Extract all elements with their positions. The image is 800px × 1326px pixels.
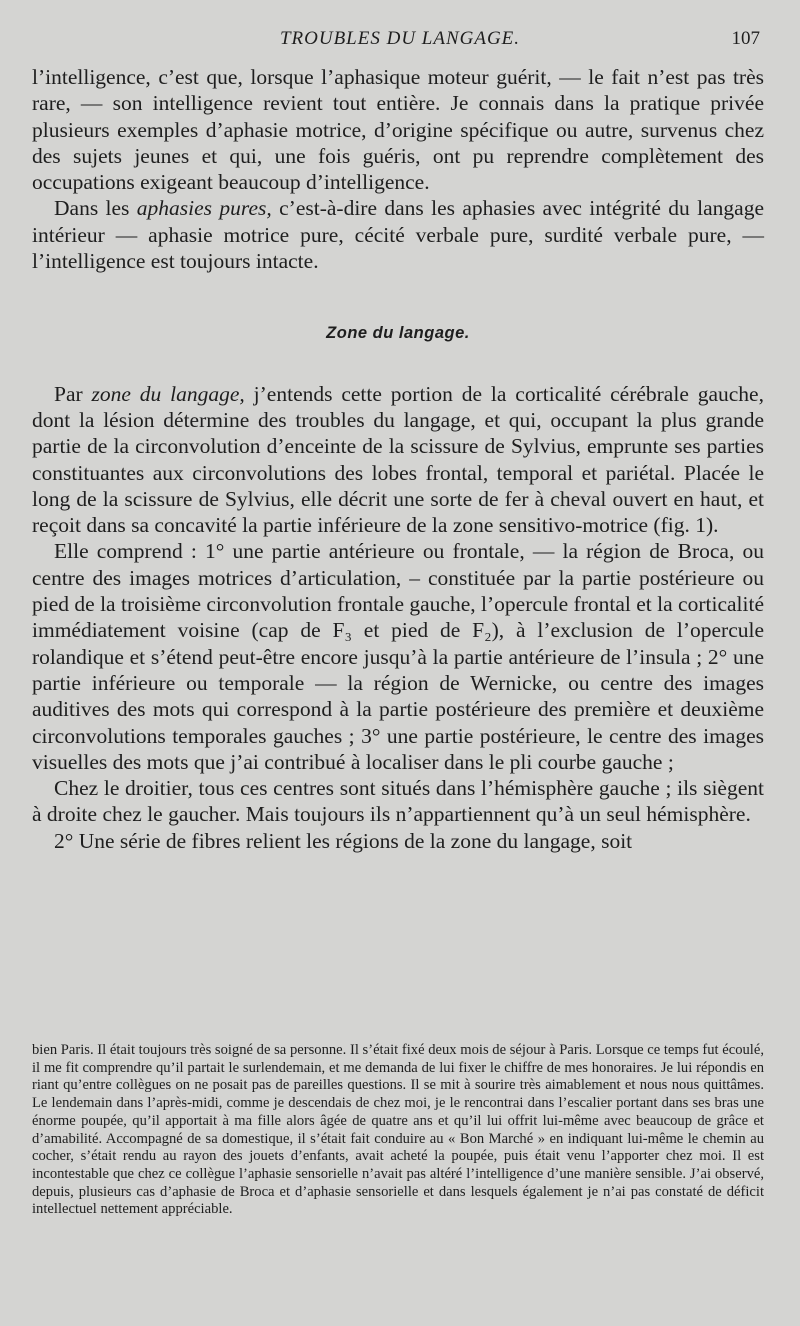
paragraph-3 bbox=[32, 381, 764, 539]
section-heading: Zone du langage. bbox=[326, 324, 470, 343]
paragraph-6: 2° Une série de fibres relient les régions de la zone du langage, soit bbox=[54, 828, 633, 853]
running-title: TROUBLES DU LANGAGE. bbox=[279, 28, 521, 49]
paragraph-4: Elle comprend : 1° une partie antérieure ou frontale, — la région de Broca, ou centre des images motrices d’articulation, – constituée par la partie postérieure ou pied de la troisième circonvolution frontale gauche, l’opercule frontal et la corticalité immédiatement voisine (cap de F₃ et pied de F₂), à l’exclusion de l’opercule rolandique et s’étend peut-être encore jusqu’à la partie antérieure de l’insula ; 2° une partie inférieure ou temporale — la région de Wernicke, ou centre des images auditives des mots qui correspond à la partie postérieure des première et deuxième circonvolutions temporales gauches ; 3° une partie postérieure, le centre des images visuelles des mots que j’ai contribué à localiser dans le pli courbe gauche ; bbox=[32, 539, 764, 774]
paragraph-2 bbox=[32, 195, 764, 274]
paragraph-3-emphasis: zone du langage, bbox=[91, 381, 245, 406]
paragraph-3-lead: Par bbox=[54, 381, 92, 406]
paragraph-1: l’intelligence, c’est que, lorsque l’aphasique moteur guérit, — le fait n’est pas très rare, — son intelligence revient tout entière. Je connais dans la pratique privée plusieurs exemples d’aphasie motrice, d’origine spécifique ou autre, survenus chez des sujets jeunes et qui, une fois guéris, ont pu reprendre complètement des occupations exigeant beaucoup d’intelligence. bbox=[32, 65, 764, 195]
paragraph-5: Chez le droitier, tous ces centres sont situés dans l’hémisphère gauche ; ils siègent à droite chez le gaucher. Mais toujours ils n’appartiennent qu’à un seul hémisphère. bbox=[32, 776, 764, 827]
footnote-text: bien Paris. Il était toujours très soigné de sa personne. Il s’était fixé deux mois de séjour à Paris. Lorsque ce temps fut écoulé, il me fit comprendre qu’il partait le surlendemain, et me demanda de lui fixer le chiffre de mes honoraires. Je lui répondis en riant qu’entre collègues on ne posait pas de pareilles questions. Il se mit à sourire très aimablement et nous nous quittâmes. Le lendemain dans l’après-midi, comme je descendais de chez moi, je le rencontrai dans l’escalier portant dans ses bras une énorme poupée, qu’il apportait à ma fille alors âgée de quatre ans et qu’il lui offrit lui-même avec beaucoup de grâce et d’amabilité. Accompagné de sa domestique, il s’était fait conduire au « Bon Marché » en indiquant lui-même le chemin au cocher, s’était rendu au rayon des jouets d’enfants, avait acheté la poupée, puis était venu l’apporter chez moi. Il est incontestable que chez ce collègue l’aphasie sensorielle n’avait pas altéré l’intelligence d’une manière sensible. J’ai observé, depuis, plusieurs cas d’aphasie de Broca et d’aphasie sensorielle et dans lesquels également je n’ai pas constaté de déficit intellectuel nettement appréciable. bbox=[32, 1042, 764, 1218]
page-header bbox=[0, 28, 800, 56]
paragraph-2-rest: c’est-à-dire dans les aphasies avec intégrité du langage intérieur — aphasie motrice pure, cécité verbale pure, surdité verbale pure, — l’intelligence est toujours intacte. bbox=[32, 196, 764, 274]
paragraph-3-rest: j’entends cette portion de la corticalité cérébrale gauche, dont la lésion détermine des troubles du langage, et qui, occupant la plus grande partie de la circonvolution d’enceinte de la scissure de Sylvius, emprunte ses parties constituantes aux circonvolutions des lobes frontal, temporal et pariétal. Placée le long de la scissure de Sylvius, elle décrit une sorte de fer à cheval ouvert en haut, et reçoit dans sa concavité la partie inférieure de la zone sensitivo-motrice (fig. 1). bbox=[32, 381, 764, 538]
paragraph-2-lead: Dans les bbox=[54, 196, 137, 221]
main-text bbox=[32, 64, 764, 854]
footnote bbox=[32, 1042, 764, 1219]
paragraph-2-emphasis: aphasies pures, bbox=[136, 196, 272, 221]
page-number: 107 bbox=[731, 28, 760, 49]
